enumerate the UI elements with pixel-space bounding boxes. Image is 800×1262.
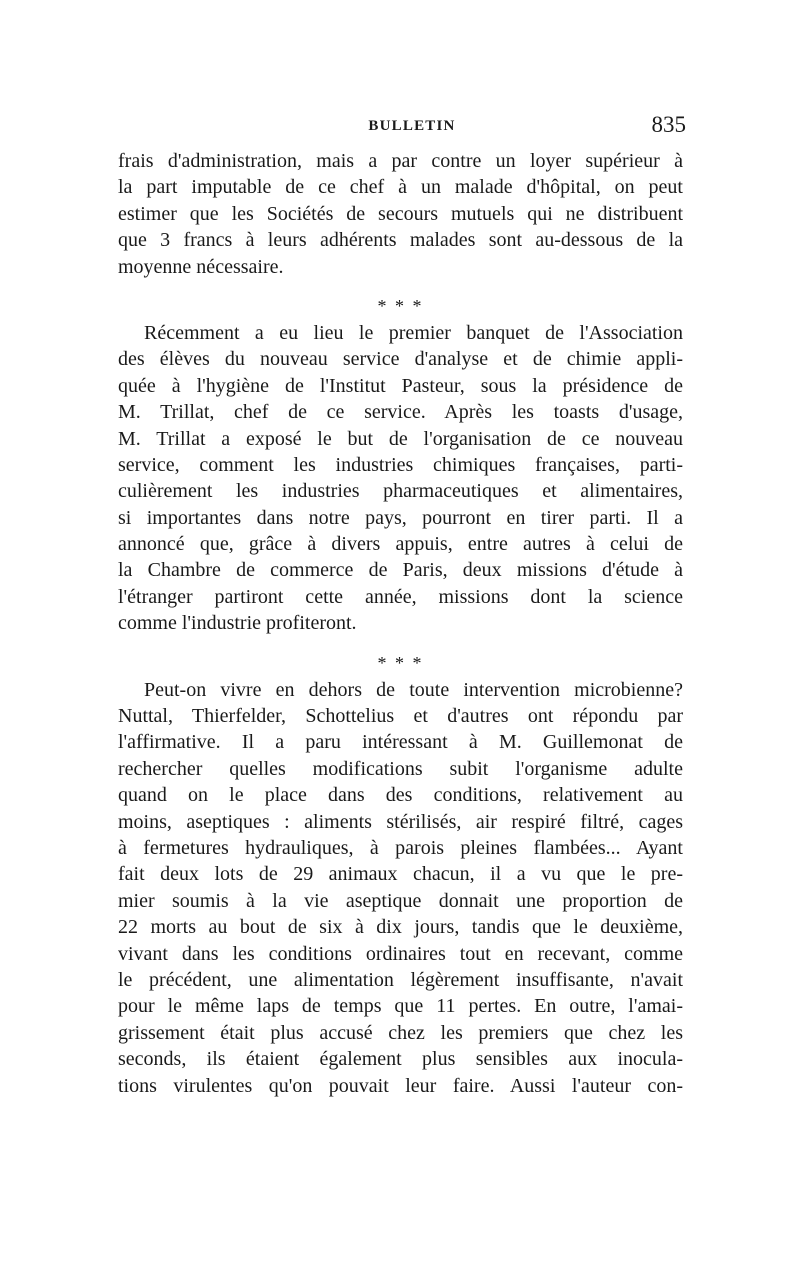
text-line: le précédent, une alimentation légèrement insuffisante, n'avait	[118, 968, 683, 991]
text-line: moins, aseptiques : aliments stérilisés, air respiré filtré, cages	[118, 810, 683, 833]
page-number: 835	[651, 112, 686, 137]
text-line: si importantes dans notre pays, pourront en tirer parti. Il a	[118, 506, 683, 529]
section-separator	[118, 637, 683, 677]
text-line: mier soumis à la vie aseptique donnait une proportion de	[118, 889, 683, 912]
section-separator	[118, 280, 683, 320]
text-line: pour le même laps de temps que 11 pertes. En outre, l'amai-	[118, 995, 683, 1018]
text-line: grissement était plus accusé chez les premiers que chez les	[118, 1021, 683, 1044]
text-line: M. Trillat, chef de ce service. Après les toasts d'usage,	[118, 401, 683, 424]
text-line: vivant dans les conditions ordinaires tout en recevant, comme	[118, 942, 683, 965]
text-line: M. Trillat a exposé le but de l'organisation de ce nouveau	[118, 427, 683, 450]
text-line: fait deux lots de 29 animaux chacun, il a vu que le pre-	[118, 863, 683, 886]
paragraph-1	[118, 148, 683, 280]
body-text	[118, 148, 683, 1099]
text-line: moyenne nécessaire.	[118, 255, 284, 278]
text-line: culièrement les industries pharmaceutiques et alimentaires,	[118, 480, 683, 503]
separator-glyph: * * *	[377, 295, 424, 316]
text-line: l'étranger partiront cette année, missions dont la science	[118, 585, 683, 608]
text-line: Récemment a eu lieu le premier banquet de l'Association	[144, 321, 683, 344]
text-line: rechercher quelles modifications subit l'organisme adulte	[118, 757, 683, 780]
text-line: que 3 francs à leurs adhérents malades sont au-dessous de la	[118, 229, 683, 252]
separator-glyph: * * *	[377, 652, 424, 673]
running-title: BULLETIN	[368, 118, 456, 134]
text-line: la Chambre de commerce de Paris, deux missions d'étude à	[118, 559, 683, 582]
paragraph-3	[118, 677, 683, 1099]
text-line: la part imputable de ce chef à un malade d'hôpital, on peut	[118, 176, 683, 199]
text-line: quée à l'hygiène de l'Institut Pasteur, sous la présidence de	[118, 374, 683, 397]
paragraph-2	[118, 320, 683, 637]
text-line: Nuttal, Thierfelder, Schottelius et d'autres ont répondu par	[118, 705, 683, 728]
text-line: annoncé que, grâce à divers appuis, entre autres à celui de	[118, 533, 683, 556]
text-line: Peut-on vivre en dehors de toute intervention microbienne?	[144, 678, 683, 701]
text-line: estimer que les Sociétés de secours mutuels qui ne distribuent	[118, 202, 683, 225]
text-line: quand on le place dans des conditions, relativement au	[118, 784, 683, 807]
text-line: frais d'administration, mais a par contre un loyer supérieur à	[118, 150, 683, 172]
text-line: tions virulentes qu'on pouvait leur faire. Aussi l'auteur con-	[118, 1074, 683, 1097]
text-line: seconds, ils étaient également plus sensibles aux inocula-	[118, 1048, 683, 1071]
text-line: l'affirmative. Il a paru intéressant à M. Guillemonat de	[118, 731, 683, 754]
text-line: service, comment les industries chimiques françaises, parti-	[118, 453, 683, 476]
text-line: 22 morts au bout de six à dix jours, tandis que le deuxième,	[118, 916, 683, 939]
page-header	[138, 114, 686, 144]
text-line: à fermetures hydrauliques, à parois pleines flambées... Ayant	[118, 836, 683, 859]
text-line: des élèves du nouveau service d'analyse et de chimie appli-	[118, 348, 683, 371]
text-line: comme l'industrie profiteront.	[118, 612, 357, 635]
